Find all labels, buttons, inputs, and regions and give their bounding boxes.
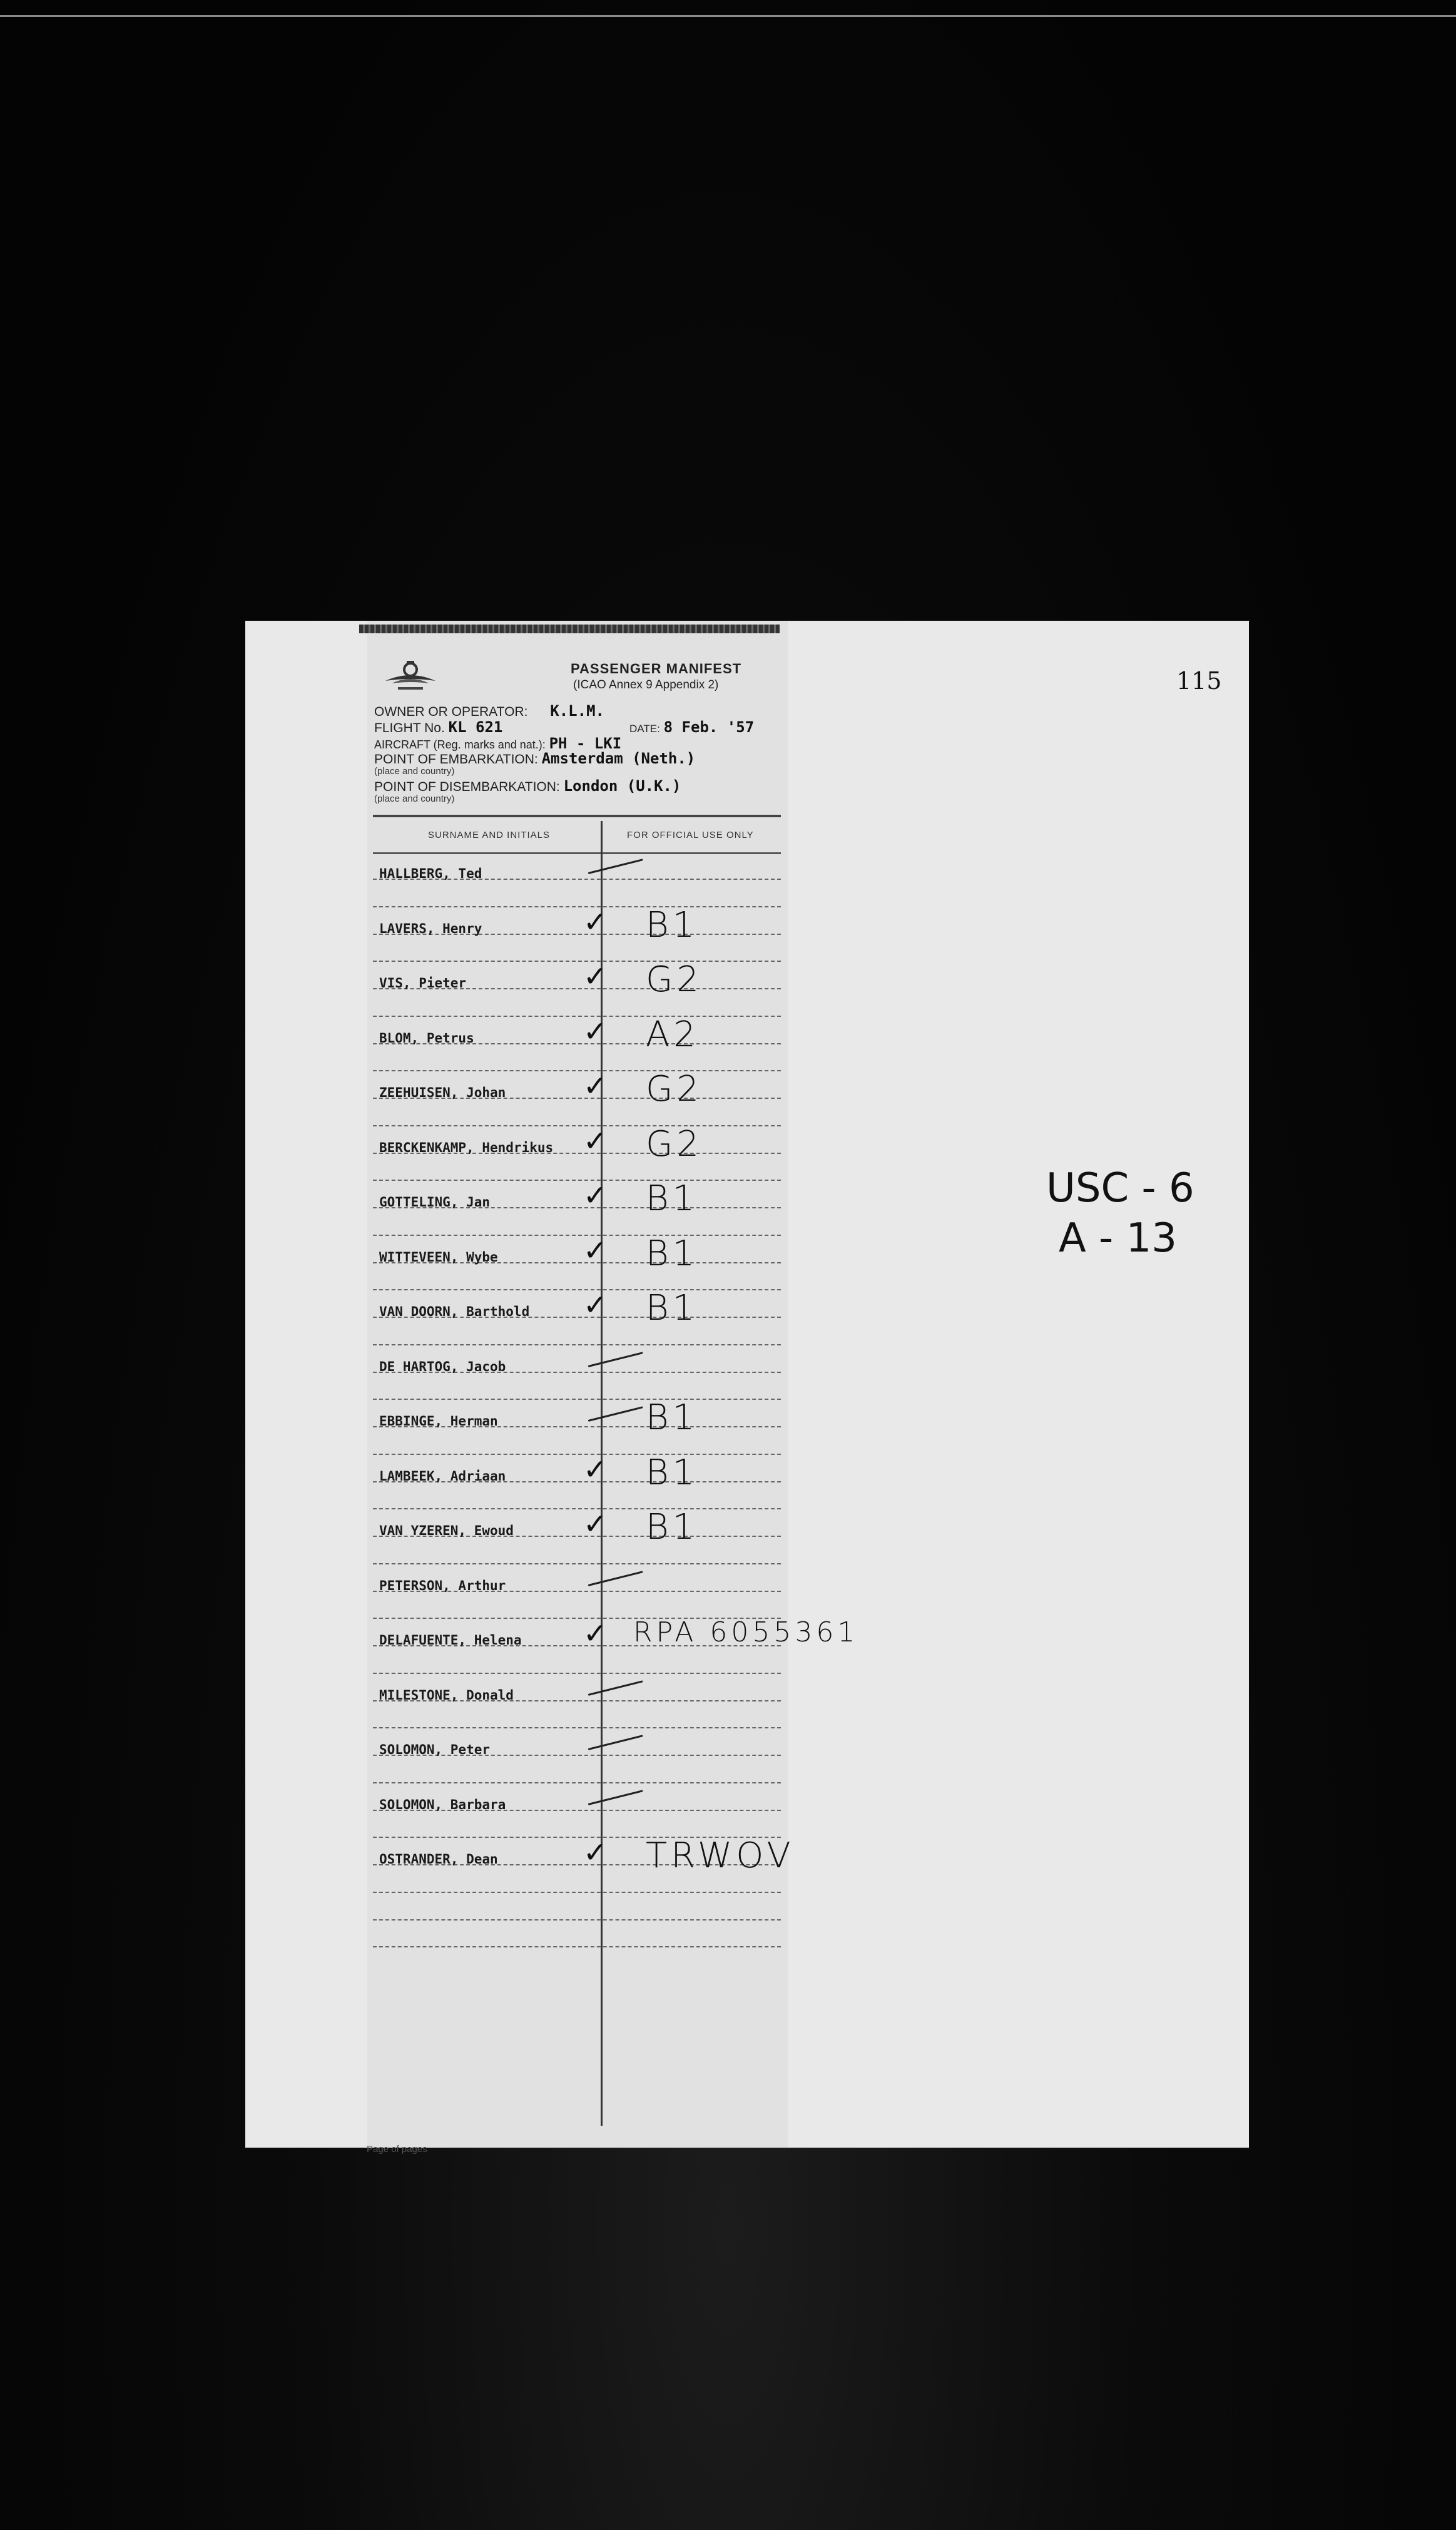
passenger-name: DELAFUENTE, Helena bbox=[379, 1633, 522, 1648]
passenger-name: VIS, Pieter bbox=[379, 976, 467, 991]
manifest-page bbox=[245, 621, 1249, 2155]
scan-edge-line bbox=[0, 15, 1456, 17]
official-note: G2 bbox=[646, 1123, 703, 1165]
official-note: B1 bbox=[646, 1452, 699, 1493]
row-rule bbox=[373, 1892, 781, 1893]
aircraft-label: AIRCRAFT (Reg. marks and nat.): bbox=[374, 738, 546, 751]
checkmark: ✓ bbox=[583, 959, 608, 993]
row-rule bbox=[373, 1235, 781, 1236]
row-rule bbox=[373, 961, 781, 962]
official-note: A2 bbox=[646, 1014, 700, 1055]
passenger-name: EBBINGE, Herman bbox=[379, 1414, 498, 1429]
disembarkation-value: London (U.K.) bbox=[563, 777, 681, 795]
row-rule bbox=[373, 1782, 781, 1783]
passenger-name: SOLOMON, Peter bbox=[379, 1742, 491, 1757]
flight-row bbox=[374, 718, 502, 736]
manifest-subtitle: (ICAO Annex 9 Appendix 2) bbox=[573, 678, 719, 691]
klm-crown-logo bbox=[379, 658, 442, 693]
official-note: TRWOV bbox=[646, 1835, 795, 1876]
row-rule bbox=[373, 1563, 781, 1564]
flight-value: KL 621 bbox=[448, 718, 503, 736]
checkmark: ✓ bbox=[583, 1123, 608, 1158]
checkmark: ✓ bbox=[583, 1178, 608, 1212]
place-country-note-1: (place and country) bbox=[374, 766, 455, 777]
date-label: DATE: bbox=[629, 723, 660, 735]
row-rule bbox=[373, 1344, 781, 1345]
row-rule bbox=[373, 1070, 781, 1071]
disembarkation-row bbox=[374, 777, 681, 795]
passenger-name: PETERSON, Arthur bbox=[379, 1578, 506, 1593]
row-rule bbox=[373, 1727, 781, 1728]
passenger-name: ZEEHUISEN, Johan bbox=[379, 1085, 506, 1100]
passenger-name: OSTRANDER, Dean bbox=[379, 1852, 498, 1867]
official-note: B1 bbox=[646, 1178, 699, 1219]
page-number: 115 bbox=[1176, 667, 1222, 695]
row-rule bbox=[373, 1399, 781, 1400]
column-header-official: FOR OFFICIAL USE ONLY bbox=[627, 830, 754, 840]
checkmark: ✓ bbox=[583, 904, 608, 939]
flight-label: FLIGHT No. bbox=[374, 721, 445, 735]
column-header-surname: SURNAME AND INITIALS bbox=[428, 830, 551, 840]
page-footer: Page of pages bbox=[367, 2144, 427, 2155]
passenger-name: WITTEVEEN, Wybe bbox=[379, 1249, 498, 1265]
passenger-name: VAN DOORN, Barthold bbox=[379, 1304, 530, 1319]
checkmark: ✓ bbox=[583, 1616, 608, 1650]
row-rule bbox=[373, 1289, 781, 1290]
checkmark: ✓ bbox=[583, 1233, 608, 1267]
side-note-line-2: A - 13 bbox=[1059, 1215, 1177, 1262]
header-rule bbox=[373, 815, 781, 817]
official-note: G2 bbox=[646, 959, 703, 1000]
embarkation-value: Amsterdam (Neth.) bbox=[541, 750, 696, 767]
disembarkation-label: POINT OF DISEMBARKATION: bbox=[374, 780, 560, 794]
row-rule bbox=[373, 1946, 781, 1947]
row-rule bbox=[373, 1508, 781, 1509]
checkmark: ✓ bbox=[583, 1069, 608, 1103]
manifest-title: PASSENGER MANIFEST bbox=[571, 661, 742, 676]
passenger-name: GOTTELING, Jan bbox=[379, 1195, 491, 1210]
row-rule bbox=[373, 1016, 781, 1017]
row-rule bbox=[373, 1125, 781, 1126]
passenger-name: VAN YZEREN, Ewoud bbox=[379, 1523, 514, 1538]
passenger-name: BLOM, Petrus bbox=[379, 1030, 474, 1046]
row-rule bbox=[373, 1180, 781, 1181]
checkmark: ✓ bbox=[583, 1014, 608, 1048]
owner-value: K.L.M. bbox=[550, 702, 604, 720]
side-note-line-1: USC - 6 bbox=[1046, 1165, 1194, 1211]
aircraft-value: PH - LKI bbox=[549, 735, 622, 752]
official-note: B1 bbox=[646, 1397, 699, 1438]
official-note: B1 bbox=[646, 904, 699, 946]
row-rule bbox=[373, 906, 781, 907]
checkmark: ✓ bbox=[583, 1835, 608, 1869]
passenger-name: DE HARTOG, Jacob bbox=[379, 1359, 506, 1374]
date-value: 8 Feb. '57 bbox=[663, 718, 755, 736]
embarkation-row bbox=[374, 750, 695, 767]
official-note: B1 bbox=[646, 1288, 699, 1329]
embarkation-label: POINT OF EMBARKATION: bbox=[374, 752, 538, 767]
place-country-note-2: (place and country) bbox=[374, 793, 455, 804]
official-note: B1 bbox=[646, 1507, 699, 1548]
passenger-name: BERCKENKAMP, Hendrikus bbox=[379, 1140, 554, 1155]
official-note: RPA 6055361 bbox=[633, 1616, 859, 1648]
date-row bbox=[629, 718, 754, 736]
owner-label: OWNER OR OPERATOR: bbox=[374, 705, 528, 719]
checkmark: ✓ bbox=[583, 1507, 608, 1541]
official-note: B1 bbox=[646, 1233, 699, 1274]
owner-row bbox=[374, 702, 604, 720]
checkmark: ✓ bbox=[583, 1288, 608, 1322]
passenger-name: LAVERS, Henry bbox=[379, 921, 482, 936]
row-rule bbox=[373, 1454, 781, 1455]
passenger-name: LAMBEEK, Adriaan bbox=[379, 1468, 506, 1484]
passenger-name: MILESTONE, Donald bbox=[379, 1687, 514, 1703]
checkmark: ✓ bbox=[583, 1452, 608, 1486]
column-header-rule bbox=[373, 852, 781, 854]
passenger-name: HALLBERG, Ted bbox=[379, 866, 482, 881]
row-rule bbox=[373, 1919, 781, 1920]
header-bar bbox=[359, 625, 780, 633]
row-rule bbox=[373, 1673, 781, 1674]
passenger-name: SOLOMON, Barbara bbox=[379, 1797, 506, 1812]
official-note: G2 bbox=[646, 1069, 703, 1109]
